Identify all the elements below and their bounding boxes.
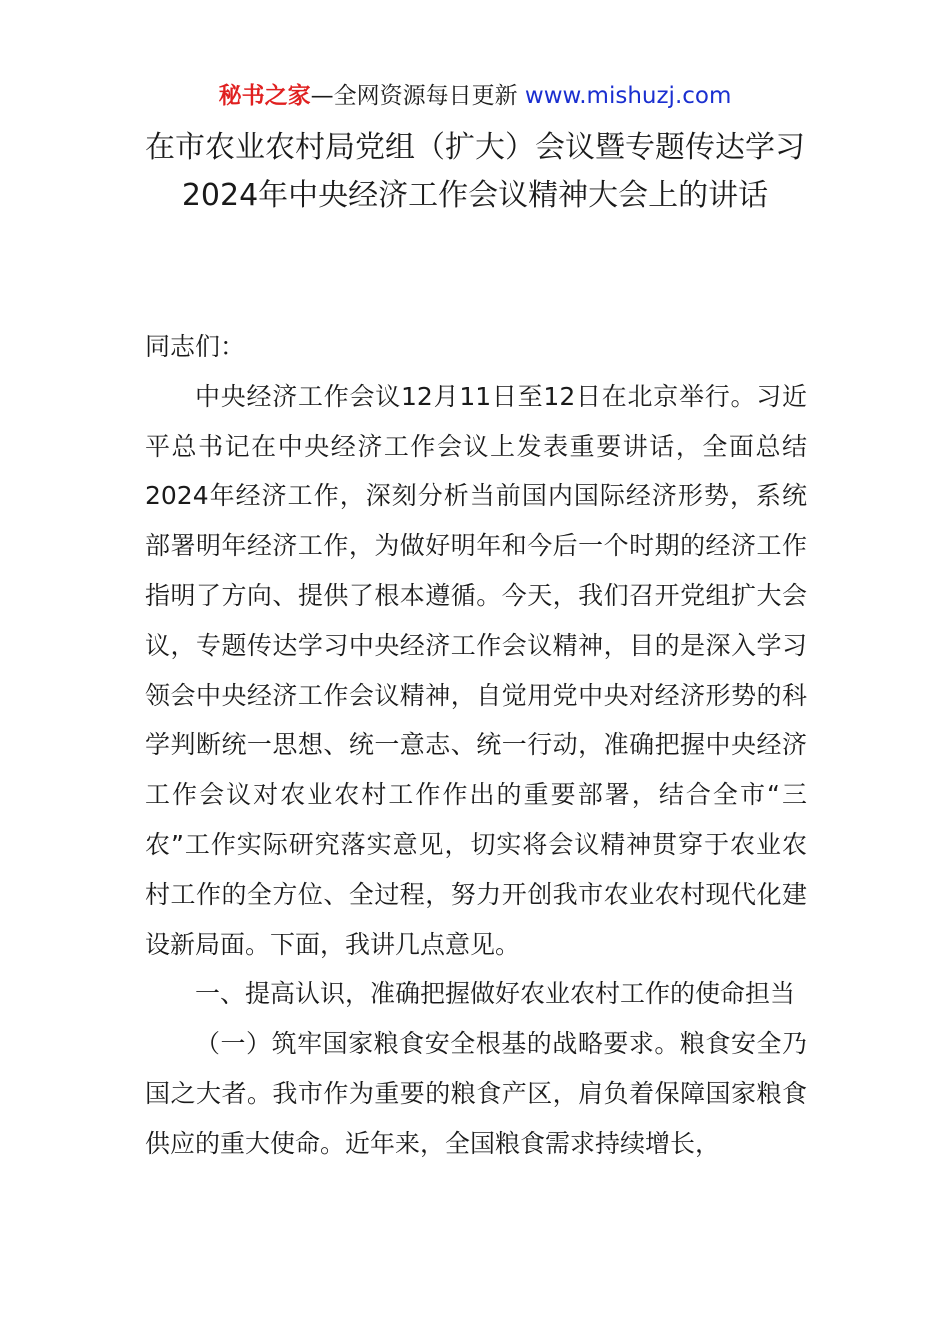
salutation: 同志们： <box>145 332 246 361</box>
paragraph-subsection: （一）筑牢国家粮食安全根基的战略要求。粮食安全乃国之大者。我市作为重要的粮食产区，肩负着保障国家粮食供应的重大使命。近年来，全国粮食需求持续增长， <box>145 1029 807 1158</box>
paragraph-intro: 中央经济工作会议12月11日至12日在北京举行。习近平总书记在中央经济工作会议上发表重要讲话，全面总结2024年经济工作，深刻分析当前国内国际经济形势，系统部署明年经济工作，为做好明年和今后一个时期的经济工作指明了方向、提供了根本遵循。今天，我们召开党组扩大会议，专题传达学习中央经济工作会议精神，目的是深入学习领会中央经济工作会议精神，自觉用党中央对经济形势的科学判断统一思想、统一意志、统一行动，准确把握中央经济工作会议对农业农村工作作出的重要部署，结合全市“三农”工作实际研究落实意见，切实将会议精神贯穿于农业农村工作的全方位、全过程，努力开创我市农业农村现代化建设新局面。下面，我讲几点意见。 <box>145 381 807 959</box>
site-brand: 秘书之家 <box>218 83 311 109</box>
document-body <box>145 322 807 1169</box>
site-tagline: —全网资源每日更新 <box>310 83 525 109</box>
site-url-link[interactable]: www.mishuzj.com <box>524 83 732 109</box>
document-title: 在市农业农村局党组（扩大）会议暨专题传达学习2024年中央经济工作会议精神大会上的讲话 <box>145 130 805 213</box>
section-heading: 一、提高认识，准确把握做好农业农村工作的使命担当 <box>195 979 796 1009</box>
site-header <box>0 80 950 112</box>
